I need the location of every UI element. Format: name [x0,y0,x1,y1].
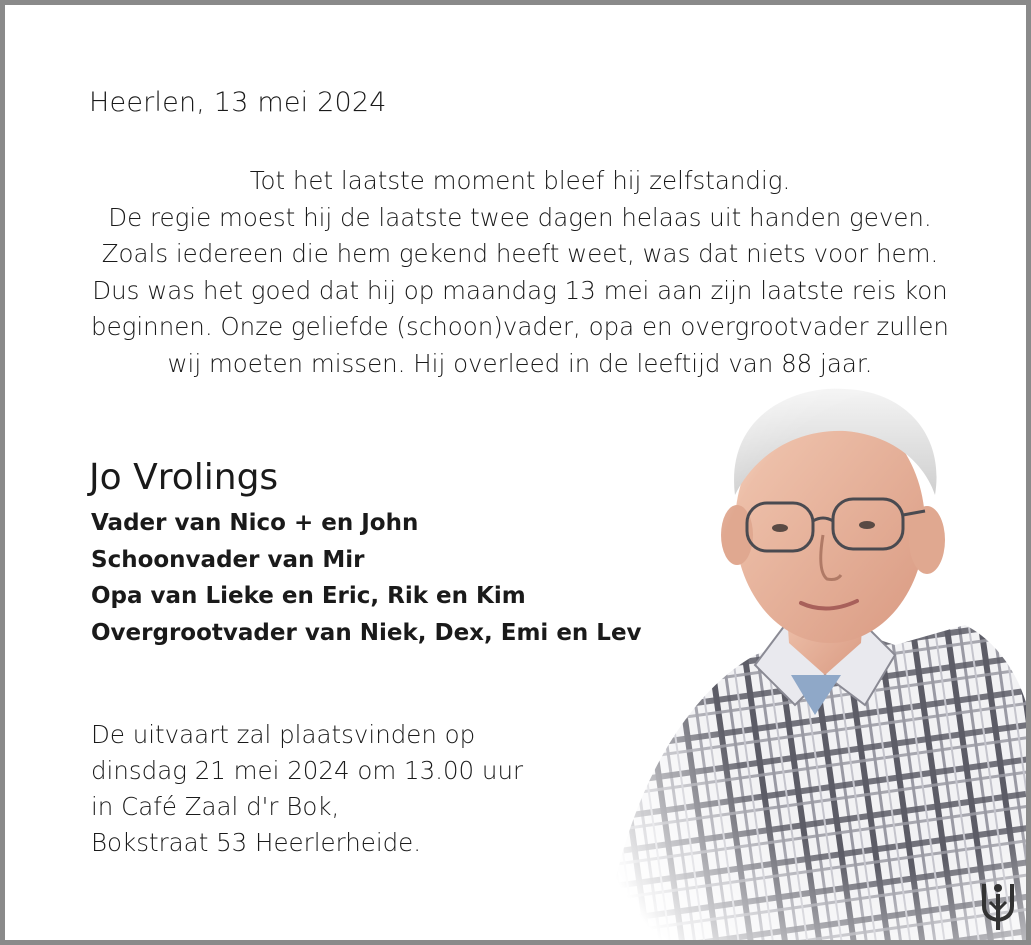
date-line: Heerlen, 13 mei 2024 [89,87,387,118]
funeral-details [91,717,523,861]
family-line: Overgrootvader van Niek, Dex, Emi en Lev [91,619,642,646]
funeral-logo-icon [980,878,1016,932]
intro-line: De regie moest hij de laatste twee dagen helaas uit handen geven. [108,202,932,232]
intro-text [65,163,975,382]
intro-line: wij moeten missen. Hij overleed in de leeftijd van 88 jaar. [167,348,873,378]
deceased-name: Jo Vrolings [89,457,279,498]
funeral-line: in Café Zaal d'r Bok, [91,792,340,821]
family-line: Opa van Lieke en Eric, Rik en Kim [91,583,526,609]
family-list [91,505,642,651]
portrait-photo [565,375,1031,945]
intro-line: Zoals iedereen die hem gekend heeft weet, was dat niets voor hem. [101,239,939,268]
funeral-line: Bokstraat 53 Heerlerheide. [91,828,422,857]
family-line: Vader van Nico + en John [91,510,419,536]
intro-line: Tot het laatste moment bleef hij zelfstandig. [249,166,791,195]
funeral-line: De uitvaart zal plaatsvinden op [91,720,476,749]
funeral-line: dinsdag 21 mei 2024 om 13.00 uur [91,756,524,785]
intro-line: beginnen. Onze geliefde (schoon)vader, opa en overgrootvader zullen [91,312,949,341]
family-line: Schoonvader van Mir [91,546,365,573]
intro-line: Dus was het goed dat hij op maandag 13 mei aan zijn laatste reis kon [92,275,948,305]
